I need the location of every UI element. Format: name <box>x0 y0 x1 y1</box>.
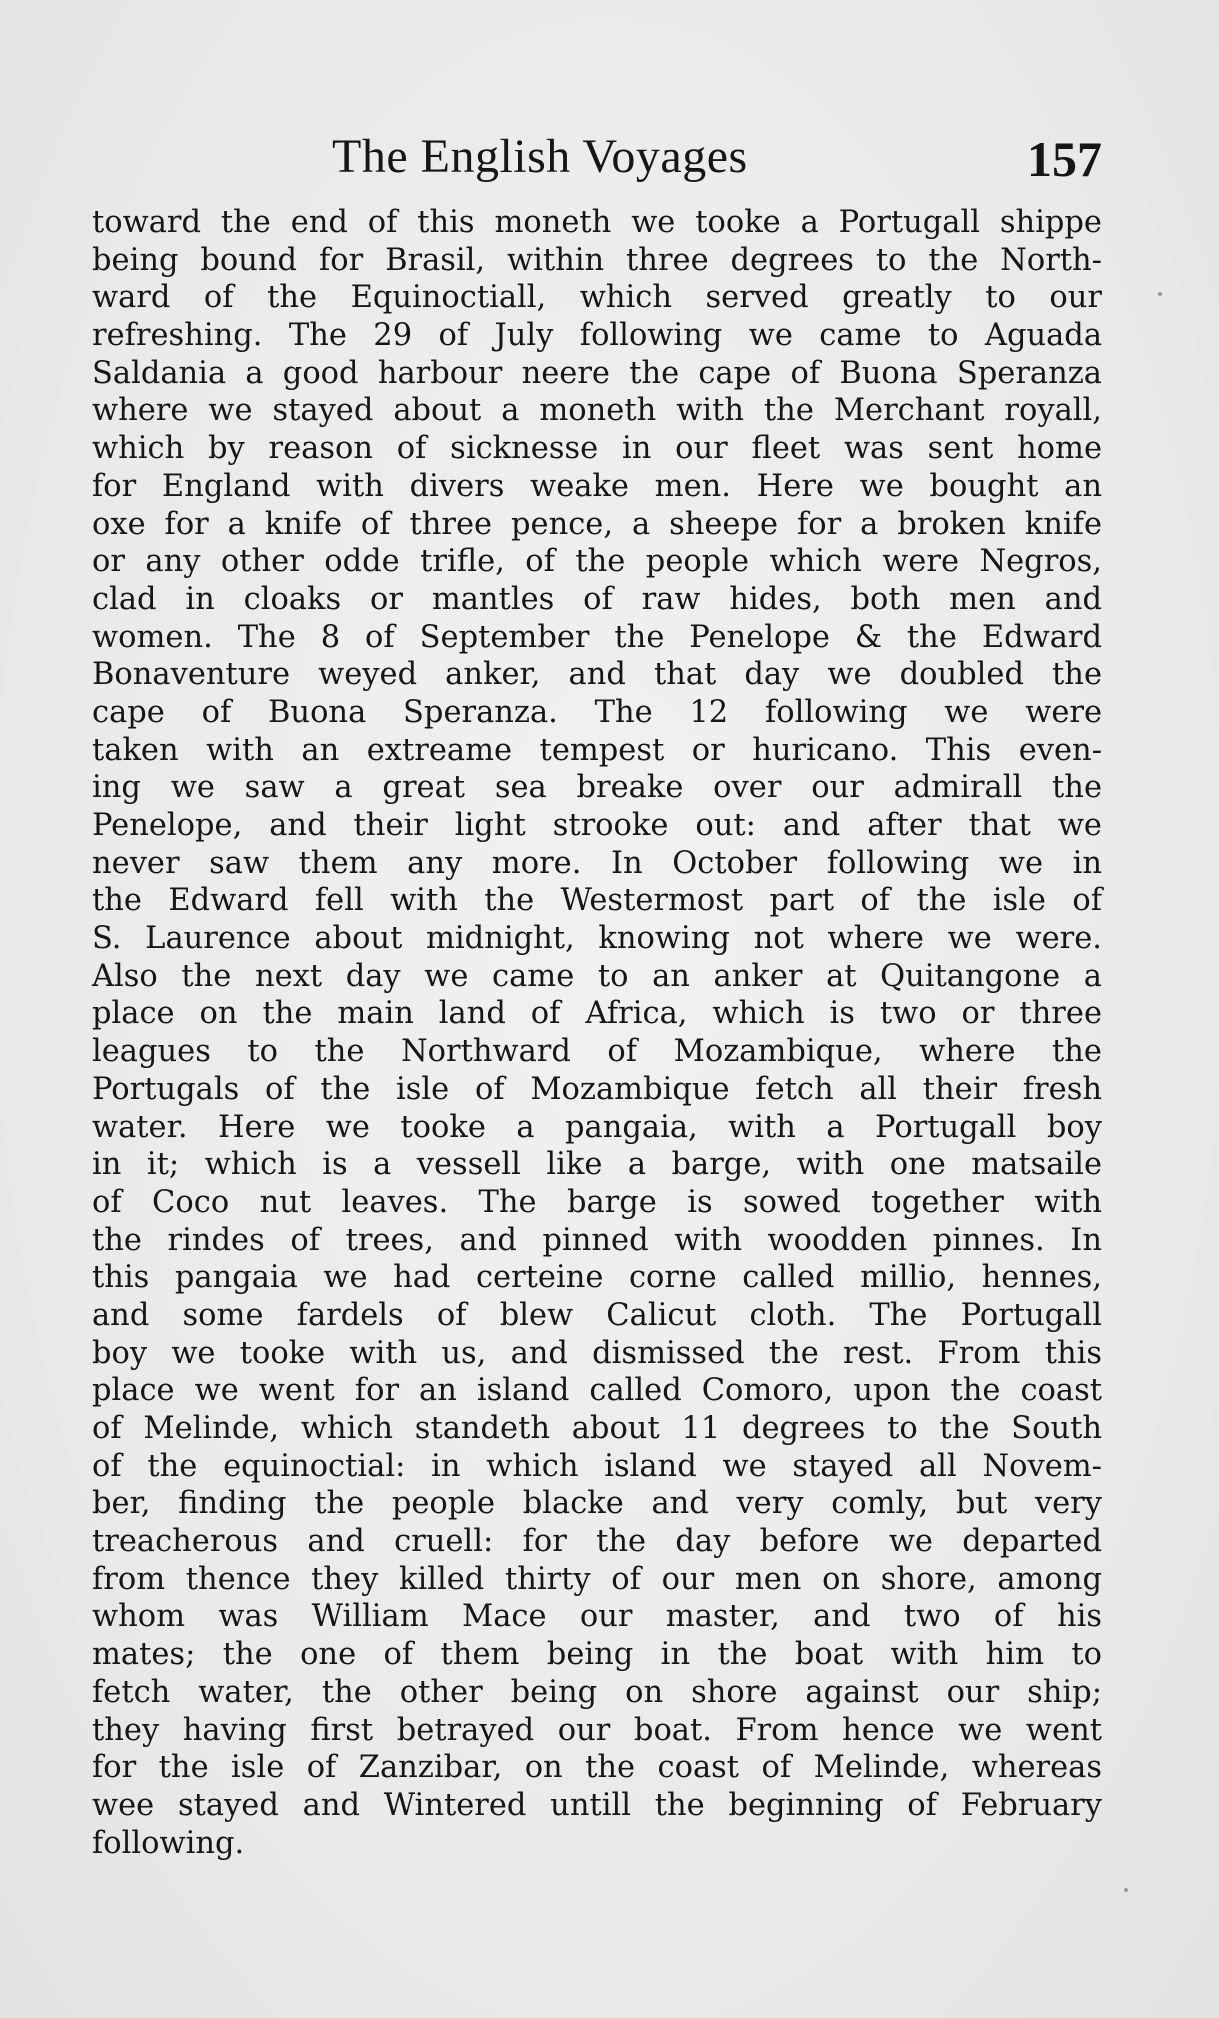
text-line: Portugals of the isle of Mozambique fetch all their fresh <box>92 1071 1102 1107</box>
body-text <box>92 204 1102 1862</box>
text-line: Also the next day we came to an anker at Quitangone a <box>92 958 1102 994</box>
text-line: Penelope, and their light strooke out: and after that we <box>92 808 1102 843</box>
text-line: of Melinde, which standeth about 11 degrees to the South <box>92 1411 1102 1446</box>
text-line: place on the main land of Africa, which is two or three <box>92 996 1102 1032</box>
text-line: mates; the one of them being in the boat with him to <box>92 1637 1102 1673</box>
text-line: treacherous and cruell: for the day before we departed <box>92 1524 1102 1560</box>
text-line: from thence they killed thirty of our men on shore, among <box>92 1561 1102 1597</box>
text-line: S. Laurence about midnight, knowing not where we were. <box>92 921 1102 957</box>
text-line: leagues to the Northward of Mozambique, where the <box>92 1034 1102 1070</box>
page-header <box>92 126 1102 188</box>
text-line: for the isle of Zanzibar, on the coast of Melinde, whereas <box>92 1750 1102 1786</box>
text-line: water. Here we tooke a pangaia, with a Portugall boy <box>92 1109 1102 1145</box>
text-line: which by reason of sicknesse in our fleet was sent home <box>92 431 1102 467</box>
paper-speck <box>1158 292 1162 296</box>
text-line: ing we saw a great sea breake over our admirall the <box>92 770 1102 806</box>
text-line: clad in cloaks or mantles of raw hides, both men and <box>92 581 1102 617</box>
text-line: of the equinoctial: in which island we stayed all Novem- <box>92 1448 1102 1484</box>
text-line: cape of Buona Speranza. The 12 following we were <box>92 694 1102 730</box>
text-line: whom was William Mace our master, and two of his <box>92 1599 1102 1635</box>
text-line: or any other odde trifle, of the people which were Negros, <box>92 544 1102 580</box>
text-line: refreshing. The 29 of July following we came to Aguada <box>92 318 1102 354</box>
paper-speck <box>1124 1888 1128 1892</box>
text-line: following. <box>92 1825 245 1861</box>
text-line: this pangaia we had certeine corne called millio, hennes, <box>92 1260 1102 1296</box>
text-line: of Coco nut leaves. The barge is sowed together with <box>92 1184 1102 1220</box>
text-line: the Edward fell with the Westermost part of the isle of <box>92 883 1102 919</box>
text-line: women. The 8 of September the Penelope & the Edward <box>92 619 1102 655</box>
running-title: The English Voyages <box>332 130 748 183</box>
text-line: Bonaventure weyed anker, and that day we doubled the <box>92 657 1102 693</box>
text-line: boy we tooke with us, and dismissed the rest. From this <box>92 1335 1102 1371</box>
text-line: Saldania a good harbour neere the cape of Buona Speranza <box>92 355 1102 391</box>
text-line: wee stayed and Wintered untill the beginning of February <box>92 1787 1102 1823</box>
text-line: ber, finding the people blacke and very comly, but very <box>92 1486 1102 1522</box>
text-line: the rindes of trees, and pinned with woodden pinnes. In <box>92 1222 1102 1258</box>
text-line: in it; which is a vessell like a barge, with one matsaile <box>92 1147 1102 1183</box>
text-line: oxe for a knife of three pence, a sheepe for a broken knife <box>92 506 1102 542</box>
text-line: for England with divers weake men. Here we bought an <box>92 468 1102 504</box>
text-line: toward the end of this moneth we tooke a Portugall shippe <box>92 205 1102 240</box>
text-line: never saw them any more. In October following we in <box>92 845 1102 881</box>
text-line: where we stayed about a moneth with the Merchant royall, <box>92 393 1102 429</box>
text-line: taken with an extreame tempest or huricano. This even- <box>92 732 1102 768</box>
text-line: they having first betrayed our boat. From hence we went <box>92 1712 1102 1748</box>
text-line: being bound for Brasil, within three degrees to the North- <box>92 242 1102 278</box>
page-number: 157 <box>1027 131 1102 187</box>
text-line: and some fardels of blew Calicut cloth. The Portugall <box>92 1297 1102 1333</box>
text-line: fetch water, the other being on shore against our ship; <box>92 1674 1102 1710</box>
text-line: place we went for an island called Comoro, upon the coast <box>92 1373 1102 1409</box>
text-line: ward of the Equinoctiall, which served greatly to our <box>92 280 1102 316</box>
